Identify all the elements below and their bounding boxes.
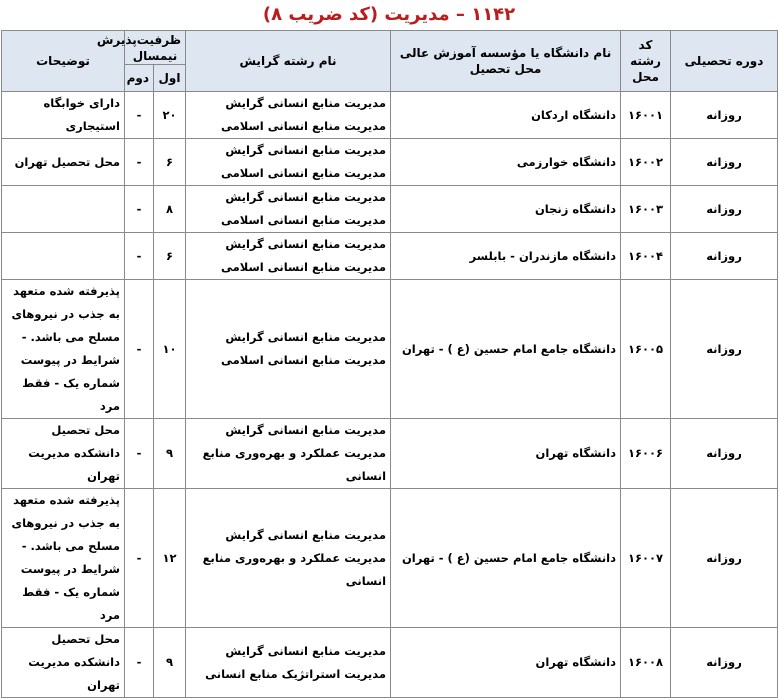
cell-capacity-second: - <box>125 489 154 628</box>
cell-capacity-first: ۲۰ <box>154 92 186 139</box>
cell-code: ۱۶۰۰۳ <box>621 186 671 233</box>
cell-period: روزانه <box>671 139 778 186</box>
table-row <box>2 489 778 628</box>
cell-code: ۱۶۰۰۵ <box>621 280 671 419</box>
cell-code: ۱۶۰۰۸ <box>621 628 671 698</box>
cell-code: ۱۶۰۰۶ <box>621 419 671 489</box>
cell-university: دانشگاه زنجان <box>391 186 621 233</box>
cell-code: ۱۶۰۰۴ <box>621 233 671 280</box>
cell-capacity-first: ۸ <box>154 186 186 233</box>
table-row <box>2 628 778 698</box>
cell-university: دانشگاه جامع امام حسین (ع ) - تهران <box>391 280 621 419</box>
cell-capacity-first: ۶ <box>154 233 186 280</box>
table-row <box>2 419 778 489</box>
cell-period: روزانه <box>671 489 778 628</box>
table-body <box>2 92 778 698</box>
cell-major: مدیریت منابع انسانی گرایش مدیریت عملکرد و بهره‌وری منابع انسانی <box>186 419 391 489</box>
cell-notes: پذیرفته شده متعهد به جذب در نیروهای مسلح می باشد. - شرایط در پیوست شماره یک - فقط مرد <box>2 280 125 419</box>
cell-period: روزانه <box>671 628 778 698</box>
header-second: دوم <box>125 65 154 92</box>
cell-capacity-second: - <box>125 92 154 139</box>
cell-capacity-first: ۱۰ <box>154 280 186 419</box>
admissions-table <box>1 30 778 698</box>
cell-code: ۱۶۰۰۱ <box>621 92 671 139</box>
header-code: کد رشته محل <box>621 31 671 92</box>
cell-notes <box>2 233 125 280</box>
cell-capacity-second: - <box>125 139 154 186</box>
page-title: ۱۱۴۲ – مدیریت (کد ضریب ۸) <box>262 4 516 25</box>
cell-notes: پذیرفته شده متعهد به جذب در نیروهای مسلح می باشد. - شرایط در پیوست شماره یک - فقط مرد <box>2 489 125 628</box>
header-major: نام رشته گرایش <box>186 31 391 92</box>
table-header <box>2 31 778 92</box>
cell-period: روزانه <box>671 92 778 139</box>
cell-major: مدیریت منابع انسانی گرایش مدیریت منابع انسانی اسلامی <box>186 186 391 233</box>
cell-period: روزانه <box>671 280 778 419</box>
cell-capacity-first: ۹ <box>154 628 186 698</box>
header-period: دوره تحصیلی <box>671 31 778 92</box>
cell-university: دانشگاه مازندران - بابلسر <box>391 233 621 280</box>
cell-university: دانشگاه خوارزمی <box>391 139 621 186</box>
header-capacity: ظرفیت‌پذیرش نیمسال <box>125 31 186 65</box>
table-row <box>2 186 778 233</box>
cell-code: ۱۶۰۰۷ <box>621 489 671 628</box>
cell-major: مدیریت منابع انسانی گرایش مدیریت عملکرد و بهره‌وری منابع انسانی <box>186 489 391 628</box>
cell-capacity-second: - <box>125 186 154 233</box>
cell-major: مدیریت منابع انسانی گرایش مدیریت منابع انسانی اسلامی <box>186 280 391 419</box>
table-row <box>2 280 778 419</box>
cell-capacity-second: - <box>125 419 154 489</box>
cell-period: روزانه <box>671 186 778 233</box>
header-notes: توضیحات <box>2 31 125 92</box>
cell-capacity-second: - <box>125 628 154 698</box>
table-row <box>2 233 778 280</box>
header-university: نام دانشگاه یا مؤسسه آموزش عالی محل تحصیل <box>391 31 621 92</box>
cell-notes: دارای خوابگاه استیجاری <box>2 92 125 139</box>
table-row <box>2 139 778 186</box>
table-row <box>2 92 778 139</box>
cell-capacity-first: ۱۲ <box>154 489 186 628</box>
cell-university: دانشگاه جامع امام حسین (ع ) - تهران <box>391 489 621 628</box>
cell-notes: محل تحصیل دانشکده مدیریت تهران <box>2 419 125 489</box>
cell-code: ۱۶۰۰۲ <box>621 139 671 186</box>
cell-capacity-first: ۹ <box>154 419 186 489</box>
cell-major: مدیریت منابع انسانی گرایش مدیریت منابع انسانی اسلامی <box>186 233 391 280</box>
cell-notes <box>2 186 125 233</box>
header-first: اول <box>154 65 186 92</box>
cell-major: مدیریت منابع انسانی گرایش مدیریت منابع انسانی اسلامی <box>186 92 391 139</box>
cell-capacity-second: - <box>125 233 154 280</box>
cell-major: مدیریت منابع انسانی گرایش مدیریت منابع انسانی اسلامی <box>186 139 391 186</box>
cell-capacity-first: ۶ <box>154 139 186 186</box>
cell-university: دانشگاه تهران <box>391 628 621 698</box>
cell-period: روزانه <box>671 419 778 489</box>
cell-capacity-second: - <box>125 280 154 419</box>
cell-university: دانشگاه تهران <box>391 419 621 489</box>
cell-university: دانشگاه اردکان <box>391 92 621 139</box>
cell-notes: محل تحصیل دانشکده مدیریت تهران <box>2 628 125 698</box>
cell-notes: محل تحصیل تهران <box>2 139 125 186</box>
cell-major: مدیریت منابع انسانی گرایش مدیریت استراتژیک منابع انسانی <box>186 628 391 698</box>
cell-period: روزانه <box>671 233 778 280</box>
